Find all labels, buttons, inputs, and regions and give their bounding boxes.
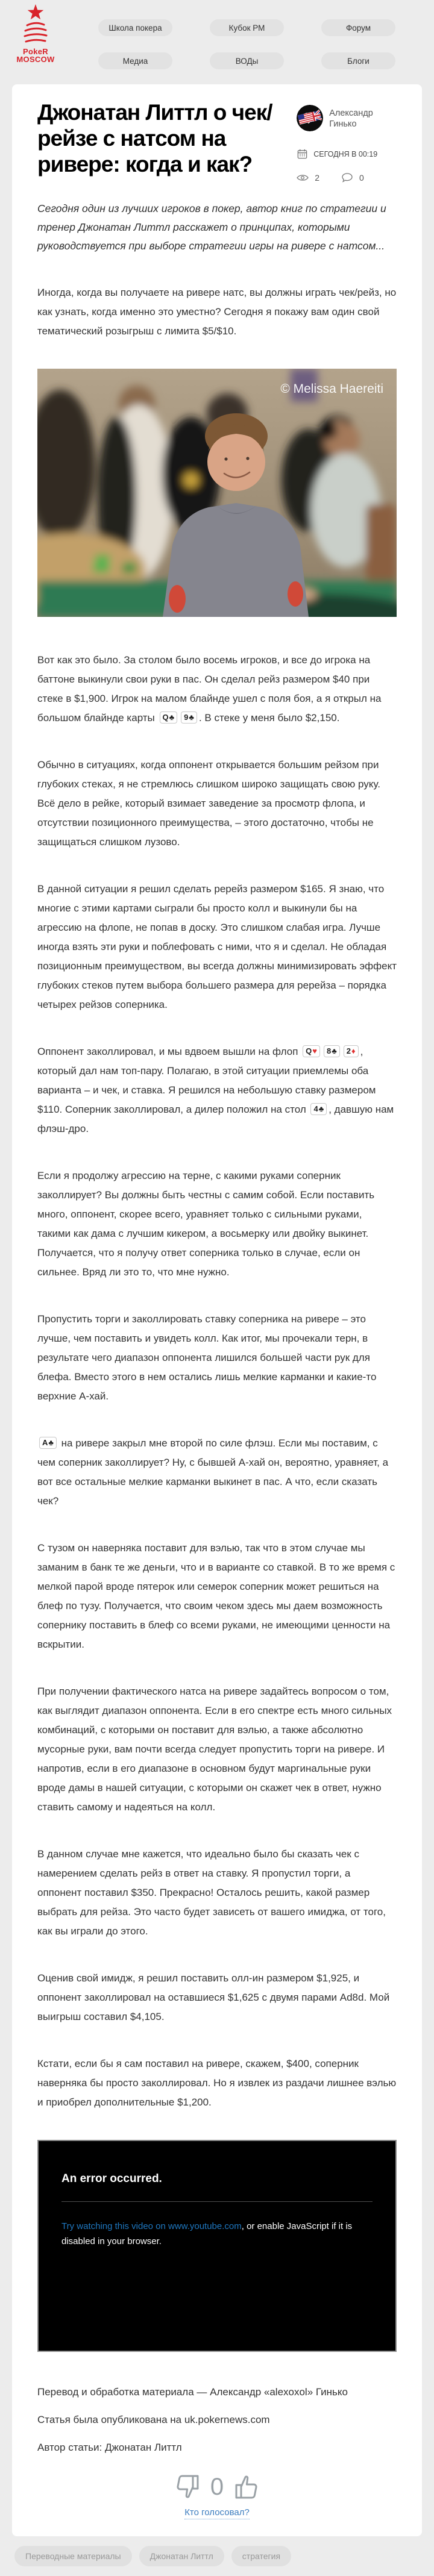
thumb-down-icon[interactable]: [172, 2472, 201, 2501]
card-badge: 4♣: [310, 1103, 327, 1115]
tag-pill[interactable]: Джонатан Литтл: [139, 2546, 224, 2566]
site-logo[interactable]: [14, 4, 57, 63]
card-badge: A♣: [39, 1437, 57, 1449]
video-error-message: [61, 2219, 373, 2249]
nav-item[interactable]: Кубок РМ: [210, 19, 284, 36]
title-row: [37, 100, 397, 183]
card-badge: Q♣: [160, 711, 178, 724]
nav-item[interactable]: Блоги: [321, 52, 395, 69]
page-title: Джонатан Литтл о чек/рейзе с натсом на ривере: когда и как?: [37, 100, 272, 177]
translation-credit: Перевод и обработка материала — Александр «alexoxol» Гинько: [37, 2386, 348, 2398]
jonathan-little-photo: [37, 369, 397, 617]
article-lead: Сегодня один из лучших игроков в покер, автор книг по стратегии и тренер Джонатан Литтл расскажет о принципах, которыми руководствуется при выборе стратегии игры на ривере с натсом...: [37, 202, 386, 252]
article-paragraph: Обычно в ситуациях, когда оппонент открывается большим рейзом при глубоких стеках, я не стремлюсь слишком широко защищать свою руку. Всё дело в рейке, который взимает заведение за просмотр флопа, и отсутствии позиционного преимущества, – этого достаточно, чтобы не защищаться слишком лузово.: [37, 759, 380, 848]
views-count: 2: [315, 173, 320, 183]
logo-text-line2: MOSCOW: [16, 55, 55, 64]
tag-pill[interactable]: стратегия: [231, 2546, 291, 2566]
avatar: [297, 104, 323, 133]
article-paragraph: Вот как это было. За столом было восемь игроков, и все до игрока на баттоне выкинули свои руки в пас. Он сделал рейз размером $40 при стеке в $1,900. Игрок на малом блайнде ушел с поля боя, а я открыл на большом блайнде карты Q♣ 9♣ . В стеке у меня было $2,150.: [37, 654, 382, 724]
author-name: Александр Гинько: [329, 108, 373, 129]
article-paragraph: Кстати, если бы я сам поставил на ривере, скажем, $400, соперник наверняка бы просто заколлировал. Но я извлек из раздачи лишнее вэлью и приобрел дополнительные $1,200.: [37, 2058, 397, 2108]
article-paragraph: В данной ситуации я решил сделать ререйз размером $165. Я знаю, что многие с этими картами сыграли бы просто колл и выкинули бы на агрессию на флопе, не попав в доску. Это слишком слабая игра. Лучше иногда взять эти руки и поблефовать с ними, что я и сделал. Не обладая позиционным преимуществом, вы всегда должны минимизировать эффект глубоких стеков путем выбора большего размера для ререйза – порядка четырех рейзов соперника.: [37, 883, 397, 1010]
comment-icon: [341, 173, 353, 183]
eye-icon: [297, 174, 309, 182]
nav-item[interactable]: ВОДы: [210, 52, 284, 69]
article-body-part1: [37, 283, 397, 341]
article-photo: [37, 369, 397, 617]
card-badge: 9♣: [181, 711, 197, 724]
date-row: [297, 148, 397, 160]
article-paragraph: Оценив свой имидж, я решил поставить олл-ин размером $1,925, и оппонент заколлировал на оставшиеся $1,625 с двумя парами Ad8d. Мой выигрыш составил $4,105.: [37, 1972, 390, 2022]
vote-widget: [37, 2472, 397, 2501]
article-paragraph: С тузом он наверняка поставит для вэлью, так что в этом случае мы заманим в банк те же деньги, что и в варианте со ставкой. В то же время с мелкой парой вроде пятерок или семерок соперник может решиться на блеф по тузу. Получается, что своим чеком здесь мы даем возможность сопернику поставить в блеф со всеми руками, не имеющими ценности на вскрытии.: [37, 1542, 395, 1650]
main-nav: [98, 19, 395, 69]
logo-text-line1: PokeR: [23, 47, 48, 56]
video-error-title: An error occurred.: [61, 2172, 162, 2185]
article-paragraph: Оппонент заколлировал, и мы вдвоем вышли на флоп Q♥ 8♣ 2♦ , который дал нам топ-пару. Полагаю, в этой ситуации приемлемы оба варианта – и чек, и ставка. Я решился на небольшую ставку размером $110. Соперник заколлировал, а дилер положил на стол 4♣ , давшую нам флэш-дро.: [37, 1046, 394, 1134]
poker-moscow-logo-icon: [16, 4, 55, 45]
nav-item[interactable]: Форум: [321, 19, 395, 36]
article-paragraph: Пропустить торги и заколлировать ставку соперника на ривере – это лучше, чем поставить и увидеть колл. Как итог, мы прочекали терн, в результате чего диапазон оппонента лишился большей части рук для блефа. Вместо этого в нем остались лишь мелкие карманки и какие-то верхние А-хай.: [37, 1313, 377, 1402]
video-divider: [61, 2201, 373, 2202]
article-body-part2: [37, 651, 397, 2112]
card-badge: Q♥: [303, 1045, 320, 1057]
site-header: [0, 0, 434, 84]
comments-count: 0: [359, 173, 364, 183]
article-paragraph: В данном случае мне кажется, что идеально было бы сказать чек с намерением сделать рейз в ответ на ставку. Я пропустил торги, а оппонент поставил $350. Прекрасно! Осталось решить, какой размер выбрать для рейза. Это часто будет зависеть от вашего имиджа, от того, как вы играли до этого.: [37, 1848, 386, 1937]
vote-count: 0: [210, 2474, 224, 2500]
nav-item[interactable]: Школа покера: [98, 19, 172, 36]
nav-item[interactable]: Медиа: [98, 52, 172, 69]
article-paragraph: Иногда, когда вы получаете на ривере натс, вы должны играть чек/рейз, но как узнать, когда именно это уместно? Сегодня я покажу вам один свой тематический розыгрыш с лимита $5/$10.: [37, 287, 397, 337]
tag-list: [14, 2546, 434, 2576]
counts-row: [297, 173, 397, 183]
card-badge: 8♣: [324, 1045, 340, 1057]
youtube-link[interactable]: Try watching this video on www.youtube.com: [61, 2221, 242, 2231]
who-voted-link[interactable]: Кто голосовал?: [184, 2507, 250, 2519]
article-paragraph: Если я продолжу агрессию на терне, с какими руками соперник заколлирует? Вы должны быть честны с самим собой. Если поставить много, оппонент, скорее всего, уравняет только с сильными руками, такими как дама с лучшим кикером, а восьмерку или двойку выкинет. Получается, что я получу ответ соперника только в случае, если он сильнее. Вряд ли это то, что мне нужно.: [37, 1170, 375, 1278]
article-card: [12, 84, 422, 2536]
source-credit: Статья была опубликована на uk.pokernews.com: [37, 2414, 270, 2425]
article-paragraph: A♣ на ривере закрыл мне второй по силе флэш. Если мы поставим, с чем соперник заколлирует? Ну, с бывшей А-хай он, вероятно, уравняет, а вот все остальные мелкие карманки выкинет в пас. А что, если сказать чек?: [37, 1437, 389, 1507]
youtube-embed-error: [37, 2140, 397, 2352]
publish-date: СЕГОДНЯ В 00:19: [313, 149, 378, 158]
article-author-line: Автор статьи: Джонатан Литтл: [37, 2442, 182, 2453]
chip-stack-icon: [25, 23, 46, 42]
article-meta: [297, 100, 397, 183]
article-paragraph: При получении фактического натса на ривере задайтесь вопросом о том, как выглядит диапазон оппонента. Если в его спектре есть много сильных комбинаций, с которыми он поставит для вэлью, а также абсолютно мусорные руки, вам почти всегда следует пропустить торги на ривере. И напротив, если в его диапазоне в основном будут маргинальные руки вроде дамы в нашей ситуации, с которыми он скажет чек в ответ, нужно ставить самому и надеяться на колл.: [37, 1686, 392, 1813]
tag-pill[interactable]: Переводные материалы: [14, 2546, 132, 2566]
video-error-message-rest: , or enable JavaScript if it is disabled in your browser.: [61, 2221, 353, 2246]
photo-credit: © Melissa Haereiti: [280, 382, 383, 396]
star-icon: [28, 4, 44, 19]
author-block[interactable]: [297, 104, 397, 133]
calendar-icon: [297, 148, 308, 160]
thumb-up-icon[interactable]: [233, 2472, 262, 2501]
card-badge: 2♦: [344, 1045, 359, 1057]
